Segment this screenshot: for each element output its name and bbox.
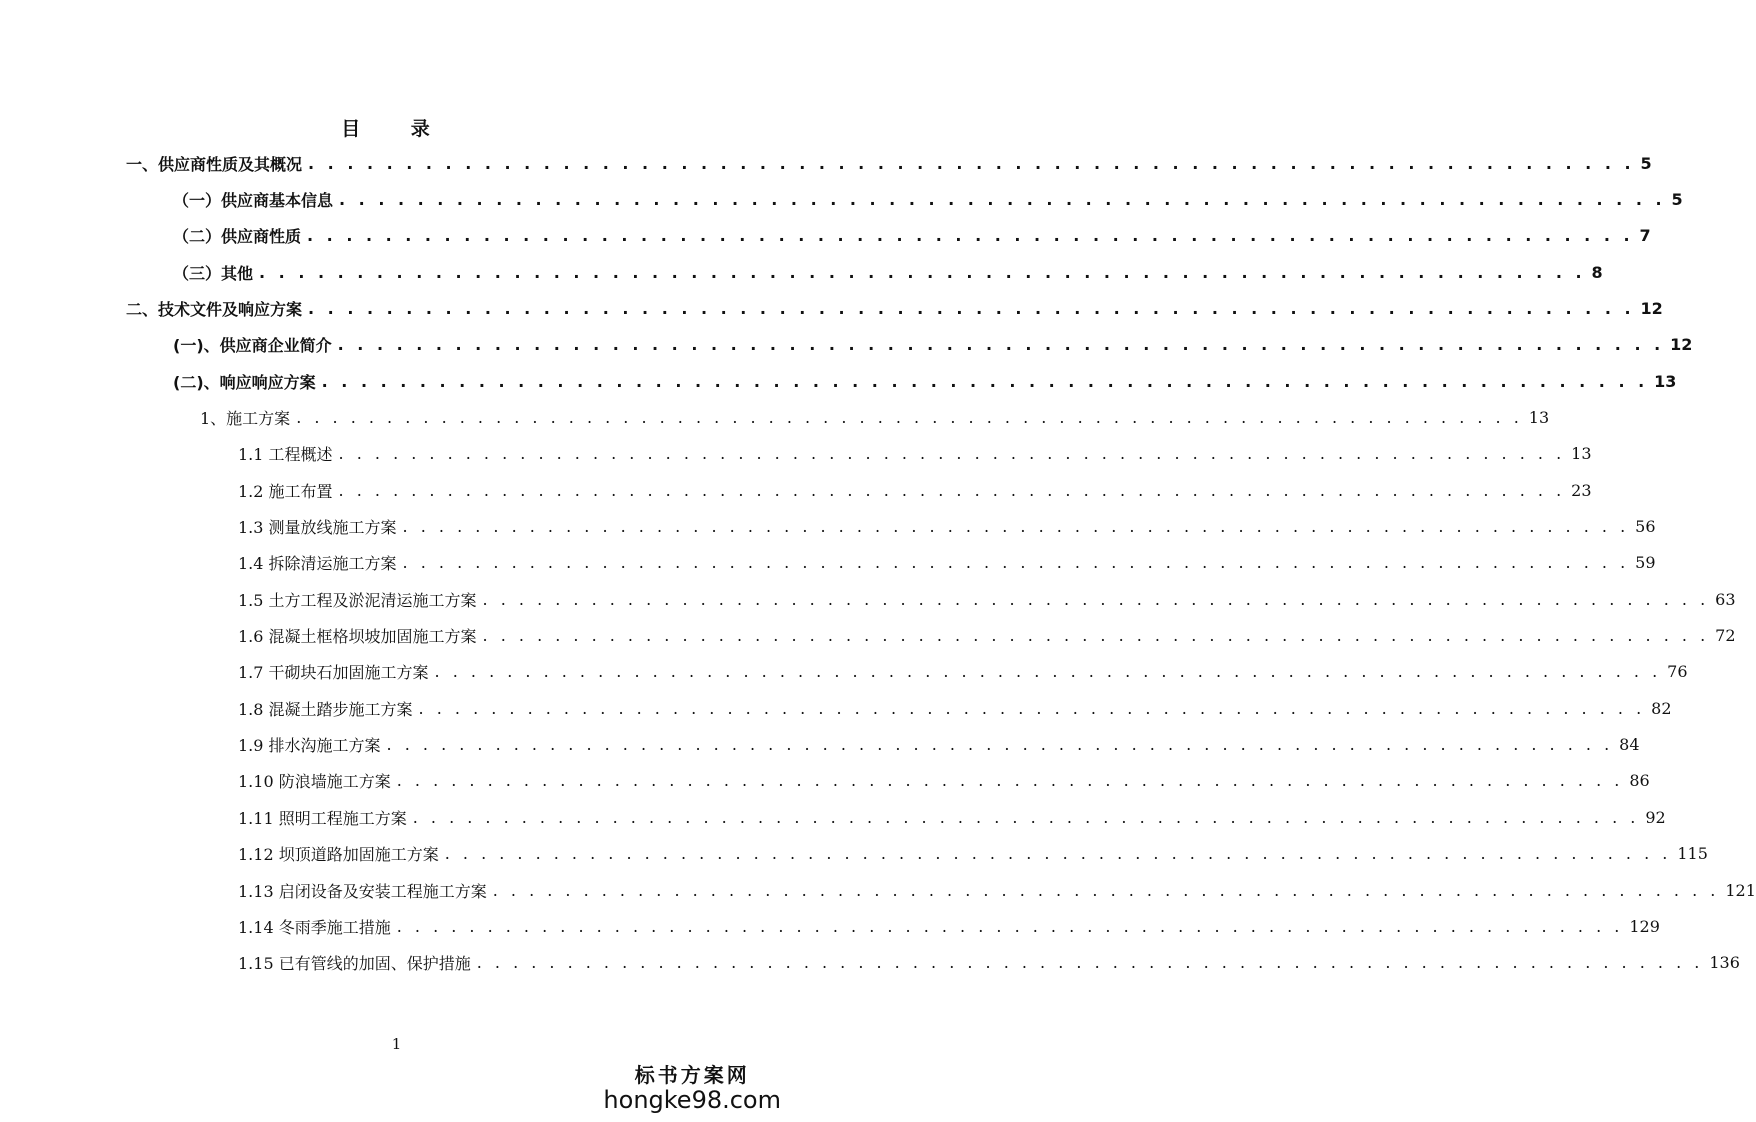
toc-entry[interactable] (238, 477, 1592, 503)
toc-leader-dots: . . . . . . . . . . . . . . . . . . . . . . . . . . . . . . . . . . . . . . . . . . . . . . . . . . . . . . . . . . . . . . . . . . . . (482, 626, 1710, 646)
toc-entry-label: 1.15 已有管线的加固、保护措施 (238, 954, 471, 974)
toc-leader-dots: . . . . . . . . . . . . . . . . . . . . . . . . . . . . . . . . . . . . . . . . . . . . . . . . . . . . . . . . . . . . . . . . . . . . (418, 698, 1646, 718)
toc-entry[interactable] (238, 950, 1740, 976)
toc-leader-dots: . . . . . . . . . . . . . . . . . . . . . . . . . . . . . . . . . . . . . . . . . . . . . . . . . . . . . . . . . . . . . . . . . . . . (259, 262, 1586, 282)
toc-entry[interactable] (238, 804, 1666, 830)
toc-entry-label: 1.1 工程概述 (238, 445, 333, 465)
toc-entry-label: （三）其他 (173, 263, 254, 283)
toc-entry-label: 二、技术文件及响应方案 (126, 299, 303, 319)
toc-entry-page: 13 (1654, 371, 1677, 391)
toc-entry-label: （二）供应商性质 (173, 227, 302, 247)
toc-entry-page: 13 (1528, 407, 1550, 427)
toc-leader-dots: . . . . . . . . . . . . . . . . . . . . . . . . . . . . . . . . . . . . . . . . . . . . . . . . . . . . . . . . . . . . . . . . . . . . (396, 771, 1624, 791)
toc-entry[interactable] (238, 877, 1756, 903)
toc-leader-dots: . . . . . . . . . . . . . . . . . . . . . . . . . . . . . . . . . . . . . . . . . . . . . . . . . . . . . . . . . . . . . . . . . . . . (296, 407, 1523, 427)
toc-leader-dots: . . . . . . . . . . . . . . . . . . . . . . . . . . . . . . . . . . . . . . . . . . . . . . . . . . . . . . . . . . . . . . . . . . . . (402, 553, 1630, 573)
toc-entry[interactable] (238, 659, 1688, 685)
watermark-logo (603, 1064, 781, 1115)
toc-entry-page: 56 (1635, 517, 1656, 536)
toc-entry-page: 129 (1629, 916, 1660, 936)
toc-entry-page: 8 (1591, 262, 1603, 282)
toc-entry-label: 1、施工方案 (200, 408, 291, 428)
watermark-url: hongke98.com (603, 1086, 781, 1114)
toc-entry-page: 92 (1645, 807, 1666, 827)
toc-entry-label: 一、供应商性质及其概况 (126, 154, 303, 174)
toc-entry[interactable] (173, 259, 1603, 285)
toc-entry-page: 5 (1671, 189, 1683, 209)
toc-entry-label: 1.7 干砌块石加固施工方案 (238, 663, 429, 683)
toc-entry[interactable] (173, 186, 1683, 212)
toc-leader-dots: . . . . . . . . . . . . . . . . . . . . . . . . . . . . . . . . . . . . . . . . . . . . . . . . . . . . . . . . . . . . . . . . . . . . (444, 844, 1672, 864)
toc-entry-label: 1.11 照明工程施工方案 (238, 808, 407, 828)
toc-leader-dots: . . . . . . . . . . . . . . . . . . . . . . . . . . . . . . . . . . . . . . . . . . . . . . . . . . . . . . . . . . . . . . . . . . . . (307, 226, 1634, 246)
toc-leader-dots: . . . . . . . . . . . . . . . . . . . . . . . . . . . . . . . . . . . . . . . . . . . . . . . . . . . . . . . . . . . . . . . . . . . . (337, 335, 1665, 355)
toc-leader-dots: . . . . . . . . . . . . . . . . . . . . . . . . . . . . . . . . . . . . . . . . . . . . . . . . . . . . . . . . . . . . . . . . . . . . (338, 480, 1566, 500)
toc-entry-page: 12 (1640, 298, 1663, 318)
toc-entry-label: 1.8 混凝土踏步施工方案 (238, 699, 413, 719)
toc-entry-label: 1.9 排水沟施工方案 (238, 736, 381, 756)
toc-leader-dots: . . . . . . . . . . . . . . . . . . . . . . . . . . . . . . . . . . . . . . . . . . . . . . . . . . . . . . . . . . . . . . . . . . . . (412, 807, 1640, 827)
toc-entry[interactable] (238, 913, 1660, 939)
toc-entry-page: 7 (1639, 226, 1651, 246)
toc-leader-dots: . . . . . . . . . . . . . . . . . . . . . . . . . . . . . . . . . . . . . . . . . . . . . . . . . . . . . . . . . . . . . . . . . . . . (476, 953, 1704, 973)
watermark-site-name: 标书方案网 (634, 1063, 750, 1087)
toc-entry-page: 115 (1677, 844, 1708, 864)
toc-leader-dots: . . . . . . . . . . . . . . . . . . . . . . . . . . . . . . . . . . . . . . . . . . . . . . . . . . . . . . . . . . . . . . . . . . . . (321, 371, 1649, 391)
toc-entry-page: 82 (1651, 698, 1672, 718)
toc-entry-page: 13 (1571, 444, 1592, 464)
toc-leader-dots: . . . . . . . . . . . . . . . . . . . . . . . . . . . . . . . . . . . . . . . . . . . . . . . . . . . . . . . . . . . . . . . . . . . . (434, 662, 1662, 682)
toc-entry[interactable] (126, 150, 1652, 176)
toc-entry[interactable] (173, 223, 1651, 249)
toc-leader-dots: . . . . . . . . . . . . . . . . . . . . . . . . . . . . . . . . . . . . . . . . . . . . . . . . . . . . . . . . . . . . . . . . . . . . (308, 153, 1635, 173)
toc-entry[interactable] (126, 295, 1663, 321)
toc-entry[interactable] (238, 841, 1708, 867)
toc-entry-label: 1.12 坝顶道路加固施工方案 (238, 845, 439, 865)
toc-entry[interactable] (238, 768, 1650, 794)
toc-leader-dots: . . . . . . . . . . . . . . . . . . . . . . . . . . . . . . . . . . . . . . . . . . . . . . . . . . . . . . . . . . . . . . . . . . . . (308, 298, 1635, 318)
toc-entry-page: 5 (1640, 153, 1652, 173)
toc-entry[interactable] (238, 550, 1656, 576)
toc-leader-dots: . . . . . . . . . . . . . . . . . . . . . . . . . . . . . . . . . . . . . . . . . . . . . . . . . . . . . . . . . . . . . . . . . . . . (402, 517, 1630, 536)
toc-entry-label: 1.10 防浪墙施工方案 (238, 772, 391, 792)
toc-leader-dots: . . . . . . . . . . . . . . . . . . . . . . . . . . . . . . . . . . . . . . . . . . . . . . . . . . . . . . . . . . . . . . . . . . . . (338, 444, 1566, 464)
toc-entry-label: 1.6 混凝土框格坝坡加固施工方案 (238, 627, 477, 647)
toc-entry-page: 59 (1635, 553, 1656, 573)
toc-leader-dots: . . . . . . . . . . . . . . . . . . . . . . . . . . . . . . . . . . . . . . . . . . . . . . . . . . . . . . . . . . . . . . . . . . . . (482, 589, 1710, 609)
toc-entry-label: （一）供应商基本信息 (173, 190, 334, 210)
toc-entry[interactable] (238, 441, 1592, 467)
toc-leader-dots: . . . . . . . . . . . . . . . . . . . . . . . . . . . . . . . . . . . . . . . . . . . . . . . . . . . . . . . . . . . . . . . . . . . . (492, 880, 1720, 900)
toc-entry[interactable] (238, 586, 1736, 612)
toc-entry-page: 76 (1667, 662, 1688, 682)
toc-entry[interactable] (238, 514, 1656, 540)
toc-title: 目 录 (341, 118, 452, 140)
toc-entry-label: 1.4 拆除清运施工方案 (238, 554, 397, 574)
toc-entry[interactable] (238, 623, 1736, 649)
toc-entry-label: 1.13 启闭设备及安装工程施工方案 (238, 881, 487, 901)
toc-entry[interactable] (238, 732, 1640, 758)
page-number: 1 (391, 1035, 402, 1053)
toc-entry-page: 63 (1715, 589, 1736, 609)
toc-entry-page: 121 (1725, 880, 1756, 900)
toc-entry-page: 12 (1670, 335, 1693, 355)
toc-entry[interactable] (173, 332, 1693, 358)
toc-leader-dots: . . . . . . . . . . . . . . . . . . . . . . . . . . . . . . . . . . . . . . . . . . . . . . . . . . . . . . . . . . . . . . . . . . . . (396, 916, 1624, 936)
toc-entry-page: 72 (1715, 626, 1736, 646)
toc-entry-label: (一)、供应商企业简介 (173, 336, 332, 356)
toc-entry-page: 136 (1709, 953, 1740, 973)
toc-entry-label: 1.2 施工布置 (238, 481, 333, 501)
toc-entry-page: 84 (1619, 735, 1640, 755)
toc-entry-page: 23 (1571, 480, 1592, 500)
toc-leader-dots: . . . . . . . . . . . . . . . . . . . . . . . . . . . . . . . . . . . . . . . . . . . . . . . . . . . . . . . . . . . . . . . . . . . . (339, 189, 1666, 209)
toc-entry[interactable] (173, 368, 1677, 394)
toc-entry-label: 1.3 测量放线施工方案 (238, 518, 397, 537)
toc-entry-label: 1.5 土方工程及淤泥清运施工方案 (238, 590, 477, 610)
toc-entry[interactable] (238, 695, 1672, 721)
toc-entry-label: 1.14 冬雨季施工措施 (238, 917, 391, 937)
toc-entry-page: 86 (1629, 771, 1650, 791)
toc-entry-label: (二)、响应响应方案 (173, 372, 316, 392)
toc-entry[interactable] (200, 404, 1550, 430)
toc-leader-dots: . . . . . . . . . . . . . . . . . . . . . . . . . . . . . . . . . . . . . . . . . . . . . . . . . . . . . . . . . . . . . . . . . . . . (386, 735, 1614, 755)
